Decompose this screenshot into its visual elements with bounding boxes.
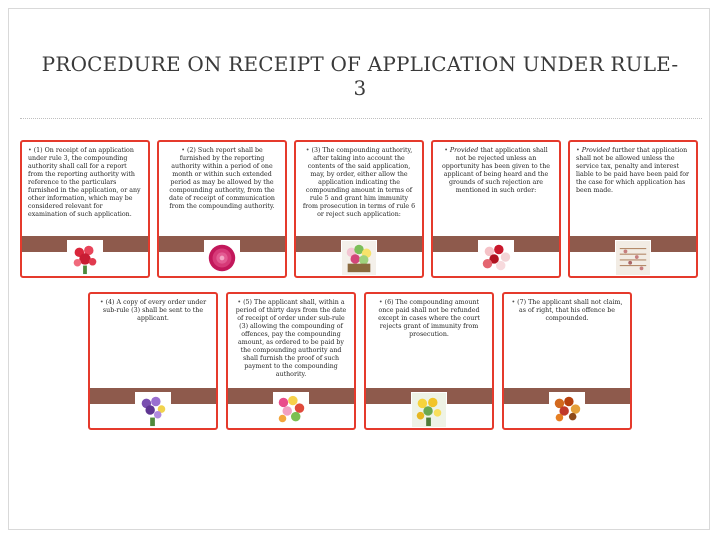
- card-text: [372, 299, 486, 339]
- card-text: [576, 147, 690, 195]
- procedure-card-8: [364, 292, 494, 430]
- bullet-5: •: [576, 147, 580, 154]
- procedure-card-1: [20, 140, 150, 278]
- card-body-1: (1) On receipt of an application under rule 3, the compounding authority shall call for a report from the reporting authority with reference to the particulars furnished in the application, or any other information, which may be considered relevant for examination of such application.: [28, 147, 141, 218]
- bullet-1: •: [28, 147, 32, 154]
- card-text: [510, 299, 624, 323]
- card-text: [28, 147, 142, 219]
- card-body-6: (4) A copy of every order under sub-rule (3) shall be sent to the applicant.: [102, 299, 207, 322]
- card-body-7: (5) The applicant shall, within a period of thirty days from the date of receipt of order under sub-rule (3) allowing the compounding of offences, pay the compounding amount, as ordered to be paid by the compounding authority and shall furnish the proof of such payment to the compounding authority.: [235, 299, 347, 378]
- procedure-card-9: [502, 292, 632, 430]
- card-body-5: further that application shall not be allowed unless the service tax, penalty and interest liable to be paid have been paid for the case for which application has been made.: [576, 147, 690, 194]
- yellow-flowers-icon: [411, 392, 447, 428]
- rose-bunch-icon: [478, 240, 514, 276]
- card-text: [165, 147, 279, 211]
- card-em-4: Provided: [449, 147, 479, 154]
- bullet-7: •: [237, 299, 242, 306]
- bullet-2: •: [181, 147, 185, 154]
- red-flowers-bouquet-icon: [67, 240, 103, 276]
- card-body-4: that application shall not be rejected unless an opportunity has been given to the applicant of being heard and the grounds of such rejection are mentioned in such order:: [441, 147, 550, 194]
- procedure-card-3: [294, 140, 424, 278]
- slide-title: PROCEDURE ON RECEIPT OF APPLICATION UNDER RULE-3: [41, 52, 679, 100]
- card-body-2: (2) Such report shall be furnished by the reporting authority within a period of one month or within such extended period as may be allowed by the compounding authority, from the date of receipt of communication from the compounding authority.: [169, 147, 275, 210]
- dried-flowers-icon: [615, 240, 651, 276]
- card-body-8: (6) The compounding amount once paid shall not be refunded except in cases where the court rejects grant of immunity from prosecution.: [378, 299, 480, 338]
- pink-dahlia-icon: [204, 240, 240, 276]
- bullet-8: •: [378, 299, 383, 306]
- card-text: [96, 299, 210, 323]
- lavender-bouquet-icon: [135, 392, 171, 428]
- bullet-6: •: [99, 299, 104, 306]
- bullet-4: •: [444, 147, 448, 154]
- mixed-bouquet-icon: [273, 392, 309, 428]
- card-body-3: (3) The compounding authority, after taking into account the contents of the said application, may, by order, either allow the application indicating the compounding amount in terms of rule 5 and grant him immunity from prosecution in terms of rule 6 or reject such application:: [302, 147, 416, 218]
- bullet-3: •: [305, 147, 310, 154]
- card-text: [302, 147, 416, 219]
- card-em-5: Provided: [581, 147, 611, 154]
- procedure-card-7: [226, 292, 356, 430]
- title-divider: [20, 118, 702, 120]
- autumn-bouquet-icon: [549, 392, 585, 428]
- procedure-card-6: [88, 292, 218, 430]
- bullet-9: •: [511, 299, 516, 306]
- procedure-card-5: [568, 140, 698, 278]
- card-body-9: (7) The applicant shall not claim, as of right, that his offence be compounded.: [517, 299, 623, 322]
- card-text: [439, 147, 553, 195]
- procedure-card-2: [157, 140, 287, 278]
- card-text: [234, 299, 348, 379]
- flower-basket-icon: [341, 240, 377, 276]
- procedure-card-4: [431, 140, 561, 278]
